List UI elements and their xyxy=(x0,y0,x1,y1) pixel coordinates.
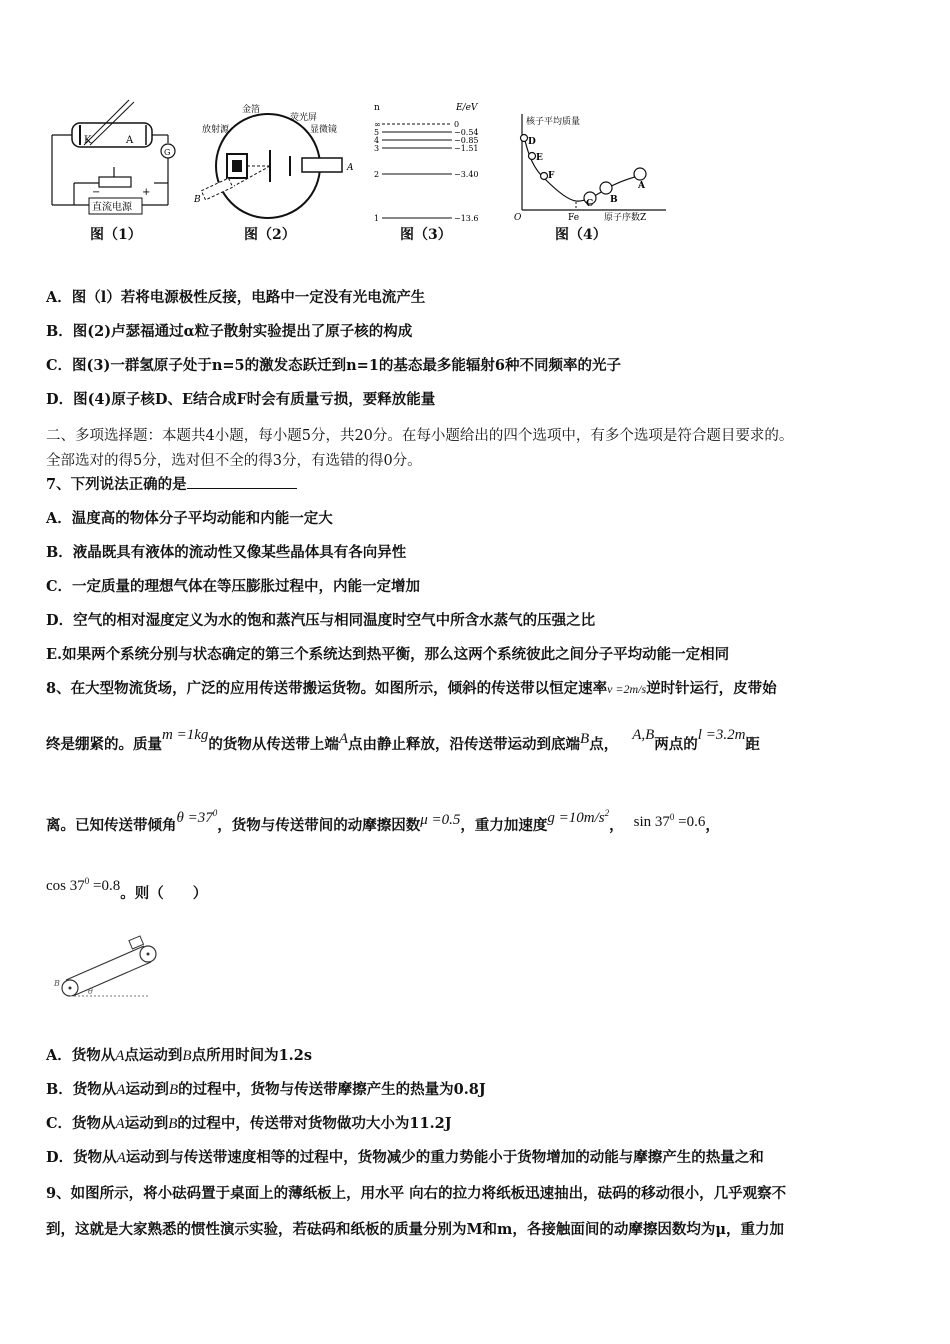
q7-option-d: D．空气的相对湿度定义为水的饱和蒸汽压与相同温度时空气中所含水蒸气的压强之比 xyxy=(46,612,596,629)
fig1-label-a: A xyxy=(126,135,134,146)
fig2-label-gold: 金箔 xyxy=(242,105,261,115)
q8-fig-label-b: B xyxy=(54,979,60,988)
fig3-col-n: n xyxy=(374,103,380,113)
q8-conveyor-figure xyxy=(50,930,165,1005)
q8-mu: μ =0.5 xyxy=(420,812,461,828)
fig4-caption: 图（4） xyxy=(555,227,607,243)
fig4-point-label-d: D xyxy=(528,137,536,147)
fig4-xlabel: 原子序数Z xyxy=(604,213,647,222)
q8-option-d: D．货物从A运动到与传送带速度相等的过程中，货物减少的重力势能小于货物增加的动能与摩擦产生的热量之和 xyxy=(46,1149,764,1166)
q7-answer-blank xyxy=(187,476,297,489)
fig1-label-k: K xyxy=(84,135,92,146)
q8-point-a: A xyxy=(338,731,349,747)
fig3-level-n: 1 xyxy=(374,214,380,223)
q8-angle: $\theta =37^0$ xyxy=(176,808,218,826)
fig4-point-label-f: F xyxy=(548,171,555,181)
q8-l2a: 终是绷紧的。质量 xyxy=(46,736,162,753)
q8-l3e: ， xyxy=(705,817,720,834)
q8-ab: A,B xyxy=(632,727,655,743)
q8-gravity: $g =10m/s^2$ xyxy=(547,808,610,826)
q8-l2f: 距 xyxy=(745,736,760,753)
fig4-point-label-c: C xyxy=(586,199,594,209)
fig1-plus: + xyxy=(142,187,151,198)
fig3-level-energy: −3.40 xyxy=(454,170,479,179)
fig3-level-energy: −0.85 xyxy=(454,136,479,145)
q8-l2c: 点由静止释放，沿传送带运动到底端 xyxy=(348,736,581,753)
fig4-point-b xyxy=(600,182,612,194)
q8-l2e: 两点的 xyxy=(654,736,698,753)
fig2-label-microscope: 显微镜 xyxy=(310,125,338,135)
fig2-label-source: 放射源 xyxy=(202,125,230,135)
fig3-caption: 图（3） xyxy=(400,227,452,243)
q8-point-b: B xyxy=(580,731,590,747)
q6-option-c: C．图(3)一群氢原子处于n=5的激发态跃迁到n=1的基态最多能辐射6种不同频率的光子 xyxy=(46,357,621,374)
q6-option-a: A．图（l）若将电源极性反接，电路中一定没有光电流产生 xyxy=(46,289,426,306)
section2-line2: 全部选对的得5分，选对但不全的得3分，有选错的得0分。 xyxy=(46,453,422,469)
fig4-point-label-a: A xyxy=(638,181,645,191)
fig4-point-d xyxy=(521,135,528,142)
q9-line2: 到，这就是大家熟悉的惯性演示实验，若砝码和纸板的质量分别为M和m，各接触面间的动摩擦因数均为μ，重力加 xyxy=(46,1221,785,1238)
q9-line1: 9、如图所示，将小砝码置于桌面上的薄纸板上，用水平 向右的拉力将纸板迅速抽出，砝码的移动很小，几乎观察不 xyxy=(46,1185,787,1202)
q8-line4 xyxy=(46,876,208,903)
fig1-caption: 图（1） xyxy=(90,227,142,243)
q8-l4: 。则（ ） xyxy=(120,885,208,902)
fig3-col-e: E/eV xyxy=(456,103,478,113)
figure-1-circuit xyxy=(44,95,184,220)
figure-2-scattering xyxy=(192,98,362,223)
fig4-point-label-e: E xyxy=(536,153,543,163)
q7-option-c: C．一定质量的理想气体在等压膨胀过程中，内能一定增加 xyxy=(46,578,421,595)
fig4-point-a xyxy=(634,168,646,180)
q8-speed: v =2m/s xyxy=(607,682,647,696)
fig2-label-a: A xyxy=(347,163,354,173)
q8-line2 xyxy=(46,727,760,754)
q7-option-b: B．液晶既具有液体的流动性又像某些晶体具有各向异性 xyxy=(46,544,407,561)
fig3-level-n: 3 xyxy=(374,144,380,153)
fig3-level-energy: 0 xyxy=(454,120,460,129)
q8-option-b: B．货物从A运动到B的过程中，货物与传送带摩擦产生的热量为0.8J xyxy=(46,1081,486,1098)
fig4-point-label-b: B xyxy=(610,195,618,205)
q8-l3a: 离。已知传送带倾角 xyxy=(46,817,177,834)
q8-sin: $\sin 37^0 =0.6$ xyxy=(633,812,706,830)
q8-length: l =3.2m xyxy=(697,727,746,743)
q8-l3d: ， xyxy=(609,817,624,834)
q7-stem xyxy=(46,473,297,494)
fig4-point-f xyxy=(541,173,548,180)
q7-option-a: A．温度高的物体分子平均动能和内能一定大 xyxy=(46,510,333,527)
fig3-level-n: ∞ xyxy=(374,120,381,129)
fig1-minus: − xyxy=(92,187,101,198)
q8-line3 xyxy=(46,808,720,835)
fig4-point-e xyxy=(529,153,536,160)
fig3-level-energy: −13.6 xyxy=(454,214,479,223)
fig2-label-b: B xyxy=(194,195,201,205)
q8-l3b: ，货物与传送带间的动摩擦因数 xyxy=(217,817,421,834)
fig3-level-n: 4 xyxy=(374,136,380,145)
fig4-origin: O xyxy=(514,213,522,222)
fig2-caption: 图（2） xyxy=(244,227,296,243)
fig3-level-energy: −0.54 xyxy=(454,128,479,137)
q8-l1a: 8、在大型物流货场，广泛的应用传送带搬运货物。如图所示，倾斜的传送带以恒定速率 xyxy=(46,680,608,697)
q8-l1b: 逆时针运行，皮带始 xyxy=(646,680,777,697)
figure-4-nucleon-mass xyxy=(506,110,671,222)
q7-option-e: E.如果两个系统分别与状态确定的第三个系统达到热平衡，那么这两个系统彼此之间分子平均动能一定相同 xyxy=(46,646,730,663)
fig4-fe: Fe xyxy=(568,213,580,222)
section2-line1: 二、多项选择题：本题共4小题，每小题5分，共20分。在每小题给出的四个选项中，有多个选项是符合题目要求的。 xyxy=(46,428,794,444)
q8-l3c: ，重力加速度 xyxy=(460,817,548,834)
fig1-label-g: G xyxy=(164,148,171,157)
q7-stem-text: 7、下列说法正确的是 xyxy=(46,476,187,493)
fig3-level-n: 5 xyxy=(374,128,380,137)
q8-l2b: 的货物从传送带上端 xyxy=(208,736,339,753)
fig3-level-n: 2 xyxy=(374,170,380,179)
q8-line1 xyxy=(46,677,777,698)
q8-fig-theta: θ xyxy=(88,987,93,996)
q6-option-d: D．图(4)原子核D、E结合成F时会有质量亏损，要释放能量 xyxy=(46,391,436,408)
q8-option-a: A．货物从A点运动到B点所用时间为1.2s xyxy=(46,1047,312,1064)
fig2-label-screen: 荧光屏 xyxy=(290,113,318,123)
q6-option-b: B．图(2)卢瑟福通过α粒子散射实验提出了原子核的构成 xyxy=(46,323,413,340)
q8-cos: $\cos 37^0 =0.8$ xyxy=(46,876,121,894)
q8-option-c: C．货物从A运动到B的过程中，传送带对货物做功大小为11.2J xyxy=(46,1115,452,1132)
q8-l2d: 点， xyxy=(589,736,619,753)
figure-3-energy-levels xyxy=(368,100,488,225)
fig1-power-label: 直流电源 xyxy=(92,202,132,213)
fig3-level-energy: −1.51 xyxy=(454,144,479,153)
q8-mass: m =1kg xyxy=(162,727,209,743)
fig4-ylabel: 核子平均质量 xyxy=(526,117,581,127)
